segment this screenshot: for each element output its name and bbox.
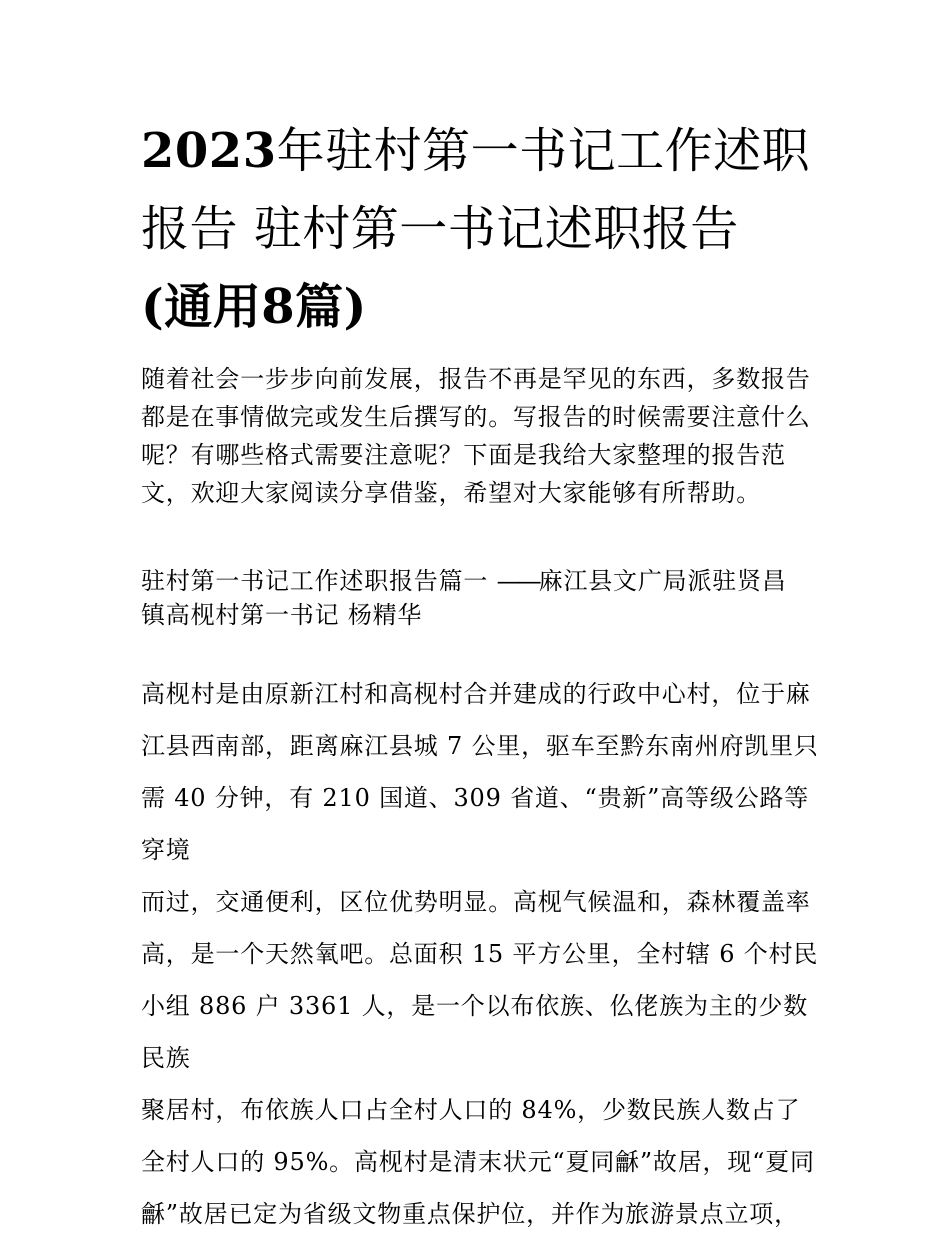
intro-line: 都是在事情做完或发生后撰写的。写报告的时候需要注意什么 — [141, 403, 811, 431]
body-line: 而过，交通便利，区位优势明显。高枧气候温和，森林覆盖率 — [141, 888, 811, 916]
title-paren-close: 篇) — [295, 279, 367, 335]
section-subheading — [141, 564, 821, 632]
title-line-3 — [141, 279, 367, 335]
body-line: 龢”故居已定为省级文物重点保护位，并作为旅游景点立项， — [141, 1200, 799, 1228]
intro-line: 呢？有哪些格式需要注意呢？下面是我给大家整理的报告范 — [141, 441, 786, 469]
body-line: 聚居村，布依族人口占全村人口的 84%，少数民族人数占了 — [141, 1096, 801, 1124]
title-paren-open: (通用 — [141, 279, 262, 335]
body-line: 高，是一个天然氧吧。总面积 15 平方公里，全村辖 6 个村民 — [141, 940, 819, 968]
title-count: 8 — [261, 279, 296, 335]
body-line: 小组 886 户 3361 人，是一个以布依族、仫佬族为主的少数民族 — [141, 992, 809, 1072]
subheading-part-1: 驻村第一书记工作述职报告篇一 — [141, 567, 497, 595]
body-line: 江县西南部，距离麻江县城 7 公里，驱车至黔东南州府凯里只 — [141, 732, 819, 760]
intro-line: 随着社会一步步向前发展，报告不再是罕见的东西，多数报告 — [141, 365, 811, 393]
subheading-dash: —— — [496, 567, 539, 595]
body-line: 全村人口的 95%。高枧村是清末状元“夏同龢”故居，现“夏同 — [141, 1148, 815, 1176]
title-line-2: 报告 驻村第一书记述职报告 — [141, 201, 739, 257]
document-title — [141, 112, 821, 346]
title-year: 2023 — [141, 123, 277, 179]
body-line: 高枧村是由原新江村和高枧村合并建成的行政中心村，位于麻 — [141, 680, 811, 708]
title-line-1 — [141, 123, 810, 179]
subheading-line-2: 镇高枧村第一书记 杨精华 — [141, 601, 423, 629]
body-paragraph — [141, 668, 821, 1240]
body-line: 需 40 分钟，有 210 国道、309 省道、“贵新”高等级公路等穿境 — [141, 784, 810, 864]
intro-line: 文，欢迎大家阅读分享借鉴，希望对大家能够有所帮助。 — [141, 479, 761, 507]
title-line-1-text: 年驻村第一书记工作述职 — [276, 123, 811, 179]
intro-paragraph — [141, 360, 821, 512]
subheading-part-2: 麻江县文广局派驻贤昌 — [538, 567, 787, 595]
